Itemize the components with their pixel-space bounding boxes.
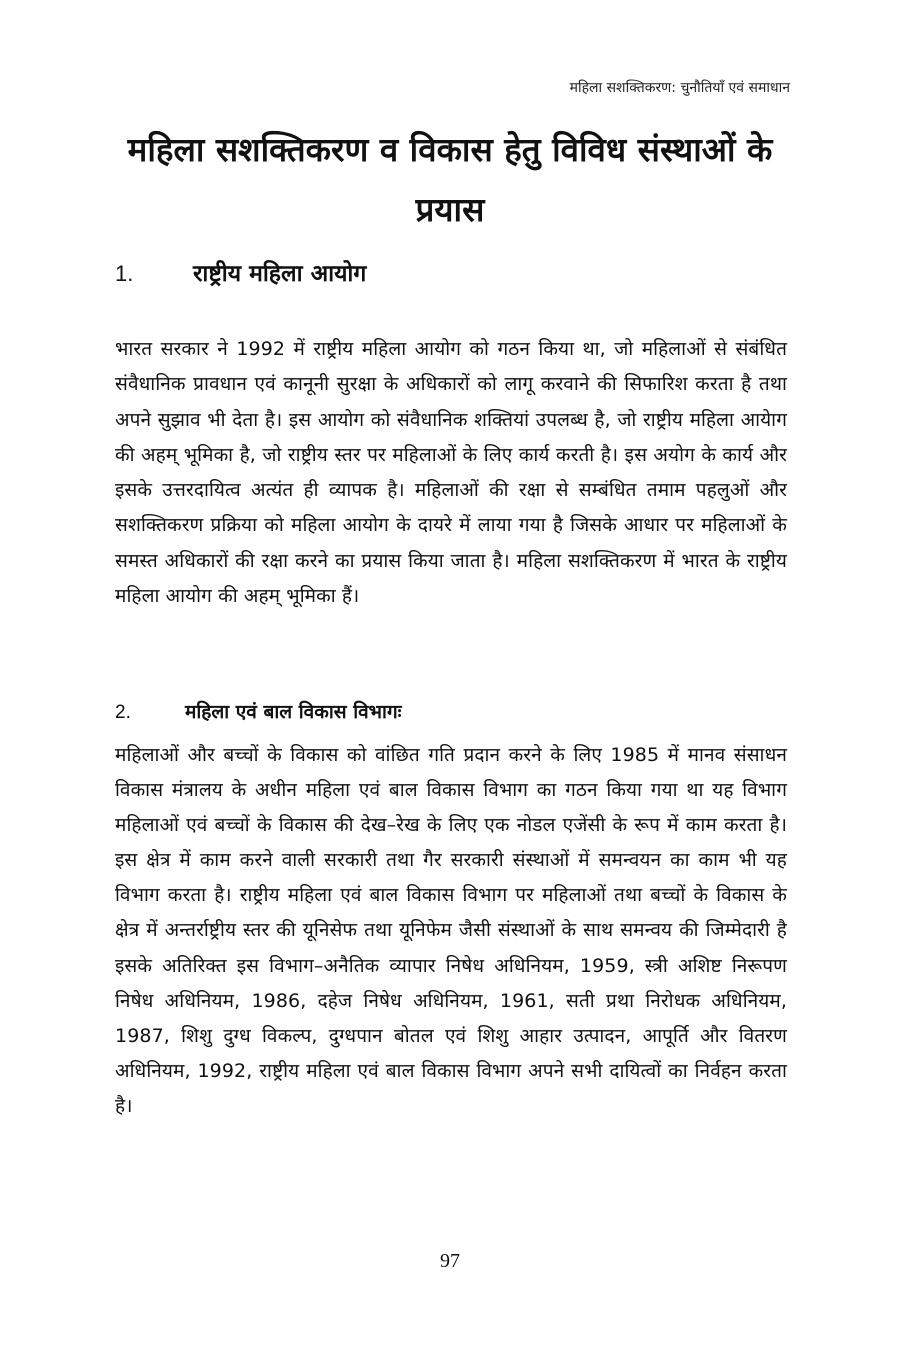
section-title: महिला एवं बाल विकास विभागः [185,701,402,723]
section-heading-1 [115,256,366,288]
section-heading-2 [115,698,402,724]
section-body-1: भारत सरकार ने 1992 में राष्ट्रीय महिला आयोग को गठन किया था, जो महिलाओं से संबंधित संवैधानिक प्रावधान एवं कानूनी सुरक्षा के अधिकारों को लागू करवाने की सिफारिश करता है तथा अपने सुझाव भी देता है। इस आयोग को संवैधानिक शक्तियां उपलब्ध है, जो राष्ट्रीय महिला आयेाग की अहम् भूमिका है, जो राष्ट्रीय स्तर पर महिलाओं के लिए कार्य करती है। इस अयोग के कार्य और इसके उत्तरदायित्व अत्यंत ही व्यापक है। महिलाओं की रक्षा से सम्बंधित तमाम पहलुओं और सशक्तिकरण प्रक्रिया को महिला आयोग के दायरे में लाया गया है जिसके आधार पर महिलाओं के समस्त अधिकारों की रक्षा करने का प्रयास किया जाता है। महिला सशक्तिकरण में भारत के राष्ट्रीय महिला आयोग की अहम् भूमिका हैं। [115,338,787,608]
page-number: 97 [440,1250,460,1272]
section-number: 1. [115,261,134,286]
section-number: 2. [115,702,131,723]
running-header: महिला सशक्तिकरण: चुनौतियाँ एवं समाधान [569,80,790,96]
chapter-title: महिला सशक्तिकरण व विकास हेतु विविध संस्थाओं के प्रयास [127,130,773,229]
section-title: राष्ट्रीय महिला आयोग [193,261,367,287]
section-body-2: महिलाओं और बच्चों के विकास को वांछित गति प्रदान करने के लिए 1985 में मानव संसाधन विकास मंत्रालय के अधीन महिला एवं बाल विकास विभाग का गठन किया गया था यह विभाग महिलाओं एवं बच्चों के विकास की देख–रेख के लिए एक नोडल एजेंसी के रूप में काम करता है। इस क्षेत्र में काम करने वाली सरकारी तथा गैर सरकारी संस्थाओं में समन्वयन का काम भी यह विभाग करता है। राष्ट्रीय महिला एवं बाल विकास विभाग पर महिलाओं तथा बच्चों के विकास के क्षेत्र में अन्तर्राष्ट्रीय स्तर की यूनिसेफ तथा यूनिफेम जैसी संस्थाओं के साथ समन्वय की जिम्मेदारी है इसके अतिरिक्त इस विभाग–अनैतिक व्यापार निषेध अधिनियम, 1959, स्त्री अशिष्ट निरूपण निषेध अधिनियम, 1986, दहेज निषेध अधिनियम, 1961, सती प्रथा निरोधक अधिनियम, 1987, शिशु दुग्ध विकल्प, दुग्धपान बोतल एवं शिशु आहार उत्पादन, आपूर्ति और वितरण अधिनियम, 1992, राष्ट्रीय महिला एवं बाल विकास विभाग अपने सभी दायित्वों का निर्वहन करता है। [115,744,787,1117]
